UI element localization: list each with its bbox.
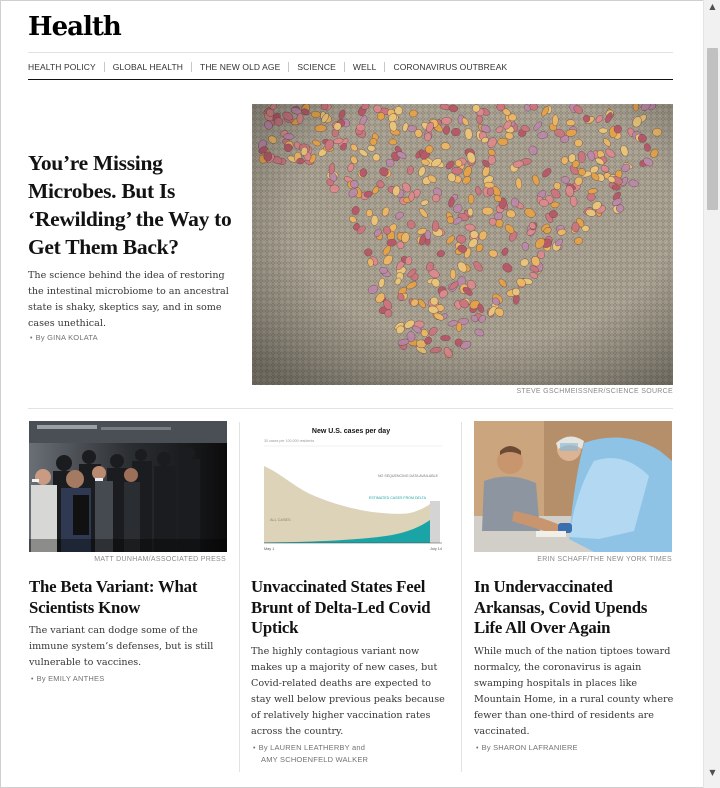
card-3-byline (476, 742, 578, 754)
lead-image-credit: STEVE GSCHMEISSNER/SCIENCE SOURCE (516, 388, 673, 395)
chart-label-delta: ESTIMATED CASES FROM DELTA (368, 496, 426, 500)
hospital-photo (474, 421, 672, 552)
card-2-byline (253, 742, 368, 765)
nav-item-coronavirus-outbreak[interactable]: CORONAVIRUS OUTBREAK (393, 62, 508, 72)
crowd-photo (29, 421, 227, 552)
card-image-chart[interactable] (252, 421, 450, 552)
card-3-credit: ERIN SCHAFF/THE NEW YORK TIMES (537, 556, 672, 563)
nav-top-rule (28, 52, 673, 53)
chart-subtitle: 30 cases per 100,000 residents (264, 439, 315, 443)
section-rule (28, 408, 673, 409)
card-image-crowd[interactable] (29, 421, 227, 552)
lead-byline-text: By GINA KOLATA (35, 333, 98, 342)
card-3-summary: While much of the nation tiptoes toward normalcy, the coronavirus is again swamping hospitals in places like Mountain Home, in a rural county where fewer than one-third of residents are vaccinated. (474, 646, 674, 737)
lead-image-microbes[interactable] (252, 104, 673, 385)
nav-separator (104, 62, 105, 72)
card-1-credit: MATT DUNHAM/ASSOCIATED PRESS (94, 556, 226, 563)
nav-item-health-policy[interactable]: HEALTH POLICY (28, 62, 96, 72)
scrollbar-thumb[interactable] (707, 48, 718, 210)
section-subnav (28, 62, 507, 72)
cases-chart (252, 421, 450, 552)
chart-title: New U.S. cases per day (311, 428, 391, 435)
lead-headline[interactable]: You’re Missing Microbes. But Is ‘Rewilding’ the Way to Get Them Back? (28, 151, 232, 259)
card-3-headline[interactable]: In Undervaccinated Arkansas, Covid Upends Life All Over Again (474, 577, 648, 637)
card-1-byline (31, 673, 104, 685)
nav-separator (344, 62, 345, 72)
bullet-icon: • (476, 745, 479, 752)
card-2-byline-line1: By LAUREN LEATHERBY and (258, 743, 366, 752)
chart-label-nodata: NO SEQUENCING DATA AVAILABLE (377, 474, 438, 478)
lead-byline (30, 332, 98, 344)
chart-label-all: ALL CASES (270, 518, 291, 522)
card-image-hospital[interactable] (474, 421, 672, 552)
chart-area-no-data (430, 501, 440, 543)
scrollbar[interactable] (703, 0, 720, 788)
column-divider (461, 422, 462, 772)
scroll-up-arrow-icon[interactable]: ▲ (709, 2, 716, 11)
bullet-icon: • (253, 745, 256, 752)
nav-item-new-old-age[interactable]: THE NEW OLD AGE (200, 62, 281, 72)
nav-item-global-health[interactable]: GLOBAL HEALTH (112, 62, 184, 72)
chart-x-start: May 1 (264, 547, 275, 551)
nav-separator (384, 62, 385, 72)
card-2-summary: The highly contagious variant now makes up a majority of new cases, but Covid-related deaths are expected to stay well below previous peaks because of relatively higher vaccination rates across the country. (251, 646, 445, 737)
card-2-headline[interactable]: Unvaccinated States Feel Brunt of Delta-Led Covid Uptick (251, 577, 431, 637)
nav-item-science[interactable]: SCIENCE (297, 62, 336, 72)
section-title[interactable]: Health (28, 12, 121, 42)
nav-separator (191, 62, 192, 72)
card-2-byline-line2: AMY SCHOENFELD WALKER (261, 755, 369, 764)
column-divider (239, 422, 240, 772)
card-1-summary: The variant can dodge some of the immune system’s defenses, but is still vulnerable to vaccines. (29, 625, 214, 668)
nav-bottom-rule (28, 79, 673, 80)
chart-x-end: July 14 (429, 547, 442, 551)
lead-summary: The science behind the idea of restoring the intestinal microbiome to an ancestral state is shaky, skeptics say, and in some cases unethical. (28, 270, 229, 329)
bullet-icon: • (31, 676, 34, 683)
bullet-icon: • (30, 335, 33, 342)
microbe-illustration (252, 104, 673, 385)
card-1-headline[interactable]: The Beta Variant: What Scientists Know (29, 577, 198, 617)
scroll-down-arrow-icon[interactable]: ▼ (709, 768, 716, 777)
card-1-byline-text: By EMILY ANTHES (36, 674, 105, 683)
card-3-byline-text: By SHARON LAFRANIERE (481, 743, 578, 752)
nav-item-well[interactable]: WELL (352, 62, 377, 72)
nav-separator (288, 62, 289, 72)
